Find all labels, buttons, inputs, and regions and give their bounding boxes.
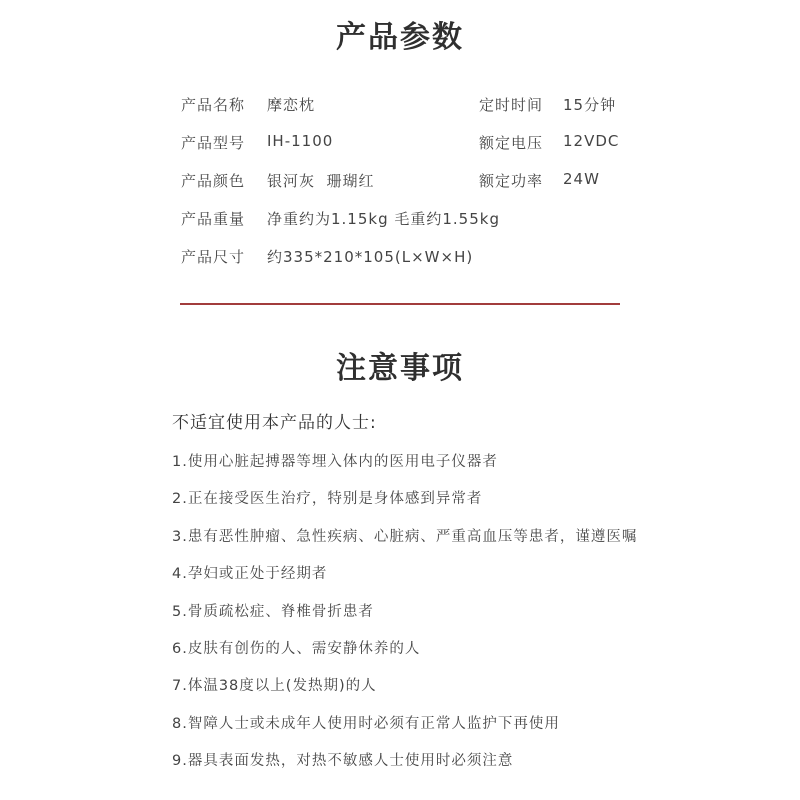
notice-item: 7.体温38度以上(发热期)的人 bbox=[172, 678, 377, 695]
spec-value: 约335*210*105(L×W×H) bbox=[267, 248, 474, 266]
spec-row bbox=[181, 208, 641, 246]
spec-label: 产品颜色 bbox=[181, 172, 246, 190]
spec-value: IH-1100 bbox=[267, 132, 334, 150]
product-specs-table bbox=[181, 94, 641, 284]
spec-label: 产品尺寸 bbox=[181, 248, 246, 266]
notice-item: 6.皮肤有创伤的人、需安静休养的人 bbox=[172, 640, 421, 657]
spec-value: 净重约为1.15kg 毛重约1.55kg bbox=[267, 210, 500, 228]
section-divider bbox=[180, 303, 620, 305]
notice-item: 2.正在接受医生治疗，特别是身体感到异常者 bbox=[172, 491, 483, 508]
notice-item: 9.器具表面发热，对热不敏感人士使用时必须注意 bbox=[172, 753, 514, 770]
notice-item: 8.智障人士或未成年人使用时必须有正常人监护下再使用 bbox=[172, 715, 560, 732]
notice-list bbox=[172, 451, 692, 788]
notice-item: 1.使用心脏起搏器等埋入体内的医用电子仪器者 bbox=[172, 454, 498, 470]
spec-value: 15分钟 bbox=[563, 96, 617, 114]
spec-value: 24W bbox=[563, 170, 600, 188]
spec-row bbox=[181, 170, 641, 208]
notice-item: 4.孕妇或正处于经期者 bbox=[172, 566, 328, 583]
notice-title: 注意事项 bbox=[336, 351, 464, 386]
notice-section bbox=[172, 411, 692, 788]
spec-value: 银河灰 珊瑚红 bbox=[267, 172, 375, 190]
spec-label: 额定电压 bbox=[479, 134, 544, 152]
notice-intro: 不适宜使用本产品的人士: bbox=[172, 413, 377, 433]
notice-item: 5.骨质疏松症、脊椎骨折患者 bbox=[172, 603, 374, 620]
spec-row bbox=[181, 132, 641, 170]
spec-label: 产品重量 bbox=[181, 210, 246, 228]
spec-row bbox=[181, 94, 641, 132]
notice-item: 3.患有恶性肿瘤、急性疾病、心脏病、严重高血压等患者，谨遵医嘱 bbox=[172, 528, 638, 545]
spec-value: 12VDC bbox=[563, 132, 620, 150]
spec-label: 定时时间 bbox=[479, 96, 544, 114]
spec-label: 产品名称 bbox=[181, 96, 246, 114]
spec-label: 额定功率 bbox=[479, 172, 544, 190]
spec-label: 产品型号 bbox=[181, 134, 246, 152]
spec-value: 摩恋枕 bbox=[267, 96, 316, 114]
spec-row bbox=[181, 246, 641, 284]
product-params-title: 产品参数 bbox=[336, 20, 464, 55]
